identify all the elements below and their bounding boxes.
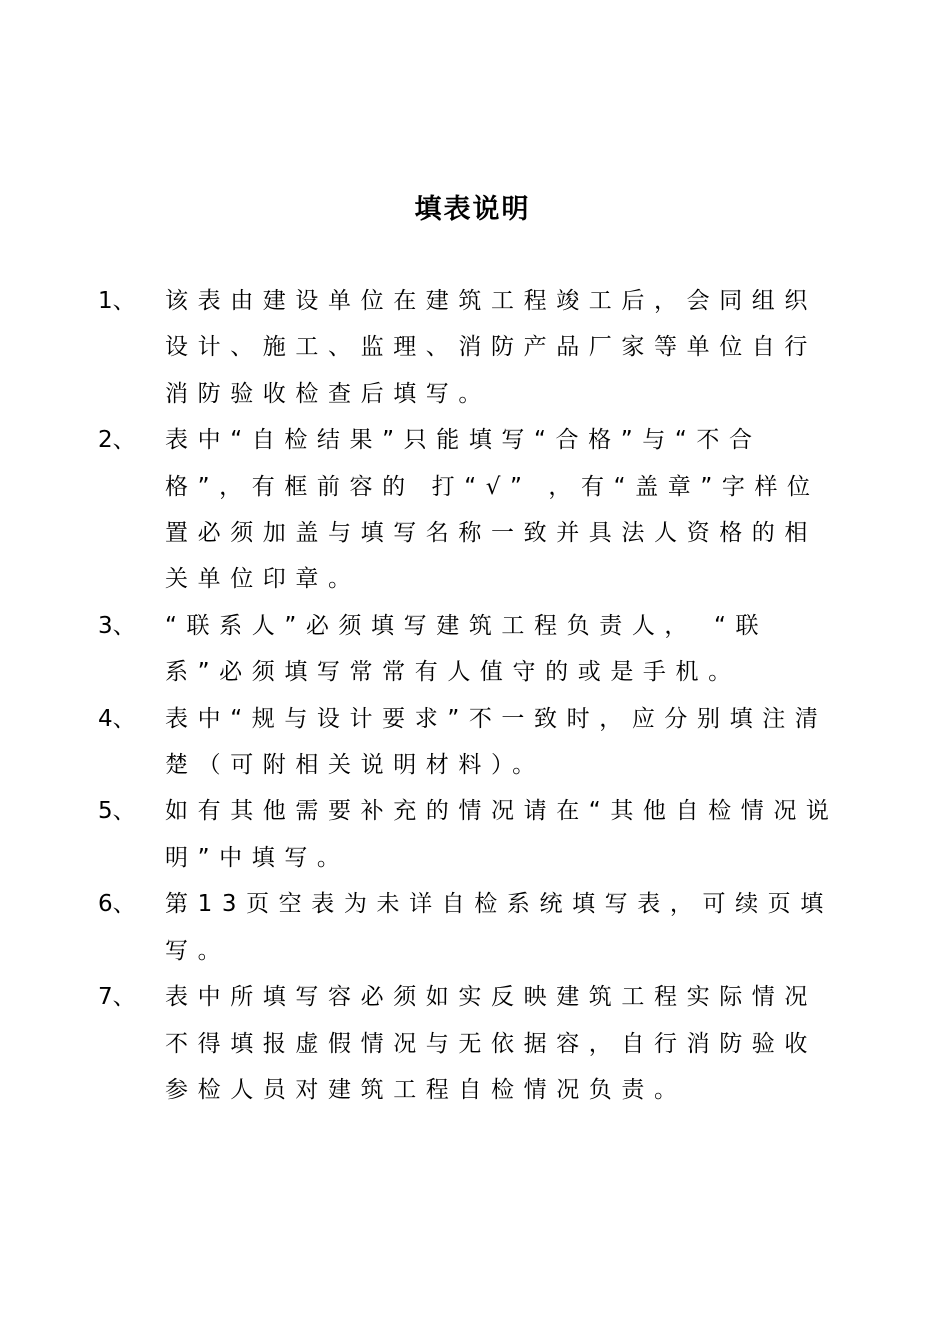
list-item	[0, 696, 950, 789]
list-item	[0, 603, 950, 696]
item-text: 表中所填写容必须如实反映建筑工程实际情况不得填报虚假情况与无依据容，自行消防验收参检人员对建筑工程自检情况负责。	[165, 984, 817, 1103]
item-number: 2、	[98, 427, 136, 454]
list-item	[0, 881, 950, 974]
instruction-list	[0, 278, 950, 1113]
item-text: 如有其他需要补充的情况请在“其他自检情况说明”中填写。	[165, 798, 839, 871]
list-item	[0, 417, 950, 603]
page-title: 填表说明	[414, 194, 531, 225]
list-item	[0, 278, 950, 417]
item-number: 5、	[98, 798, 136, 825]
item-text: 表中“规与设计要求”不一致时，应分别填注清楚（可附相关说明材料）。	[165, 705, 828, 779]
item-number: 1、	[98, 288, 136, 314]
item-text: 第13页空表为未详自检系统填写表，可续页填写。	[165, 891, 833, 964]
list-item	[0, 788, 950, 881]
item-number: 6、	[98, 891, 136, 918]
item-text: 表中“自检结果”只能填写“合格”与“不合格”，有框前容的 打“√” ，有“盖章”字样位置必须加盖与填写名称一致并具法人资格的相关单位印章。	[165, 427, 820, 593]
item-number: 7、	[98, 984, 136, 1011]
item-number: 3、	[98, 612, 136, 639]
list-item	[0, 974, 950, 1113]
item-text: “联系人”必须填写建筑工程负责人， “联系”必须填写常常有人值守的或是手机。	[165, 612, 769, 686]
item-text: 该表由建设单位在建筑工程竣工后，会同组织设计、施工、监理、消防产品厂家等单位自行消防验收检查后填写。	[165, 288, 817, 407]
item-number: 4、	[98, 705, 136, 732]
